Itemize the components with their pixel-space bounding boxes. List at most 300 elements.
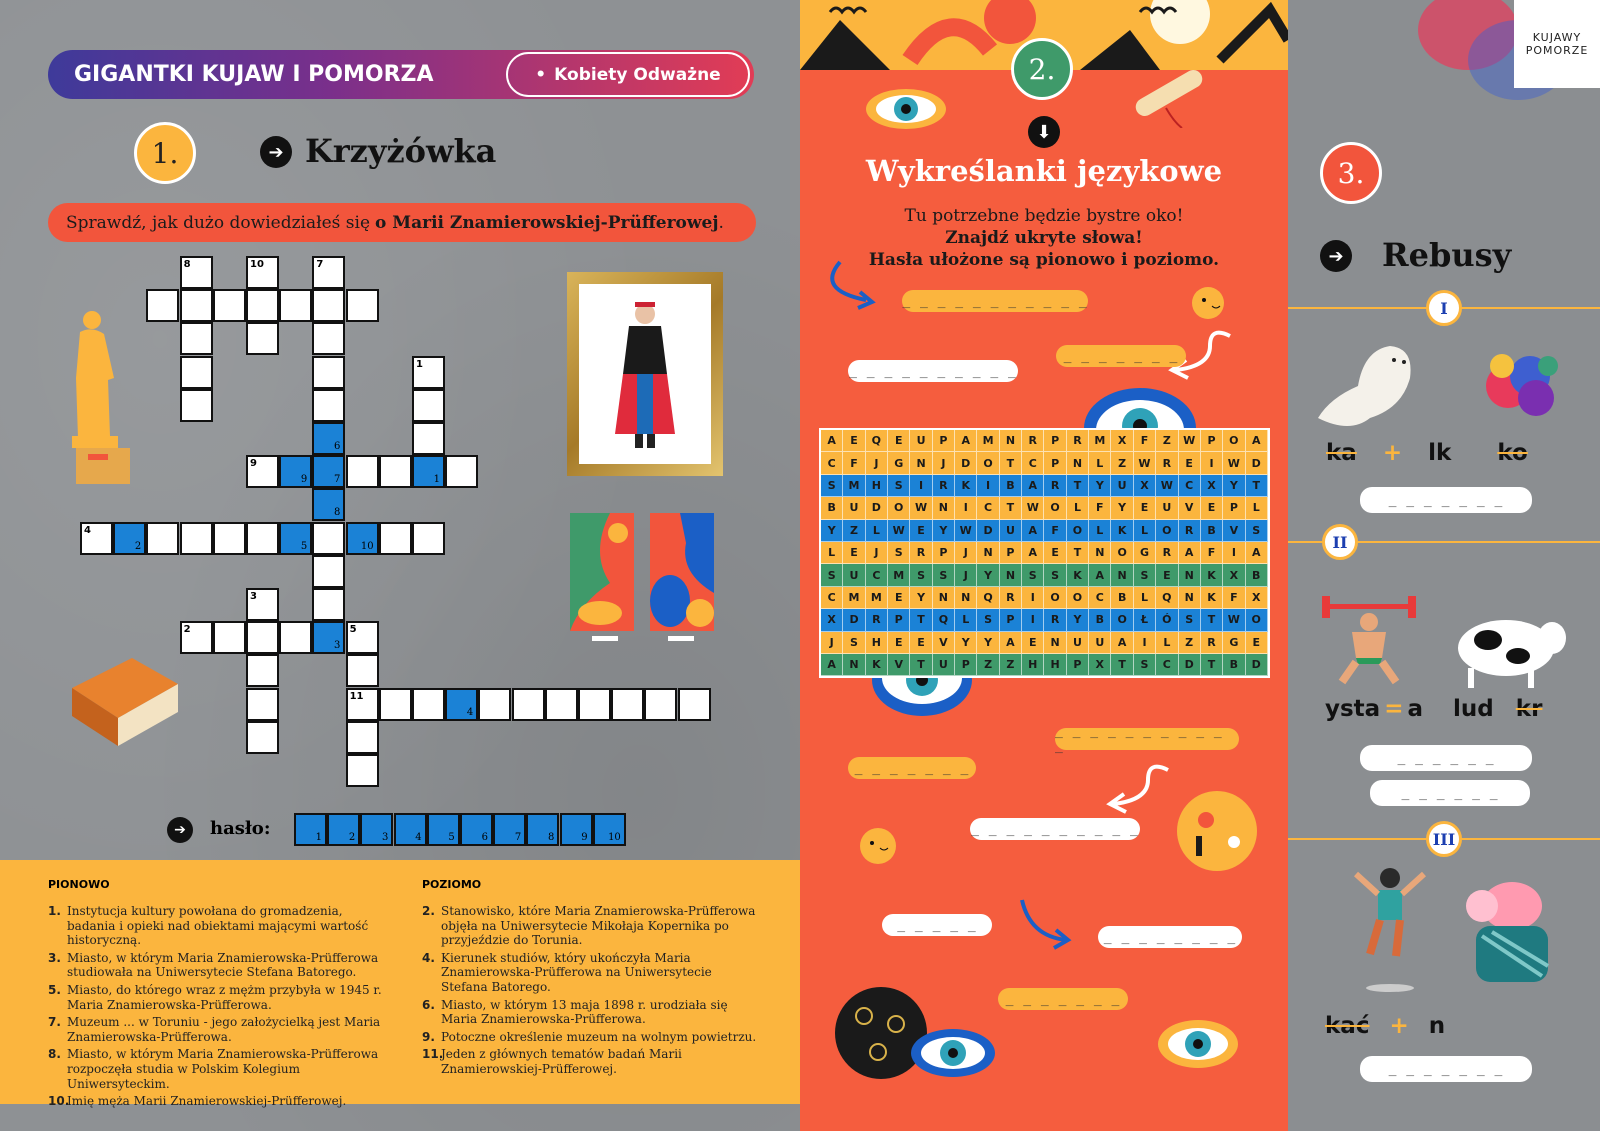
crossword-cell[interactable] [512, 688, 545, 721]
wordsearch-letter[interactable]: O [977, 452, 999, 474]
wordsearch-letter[interactable]: E [1022, 632, 1044, 654]
wordsearch-letter[interactable]: N [843, 654, 865, 676]
wordsearch-letter[interactable]: O [1246, 609, 1268, 631]
wordsearch-letter[interactable]: R [1067, 430, 1089, 452]
wordsearch-letter[interactable]: A [1111, 632, 1133, 654]
wordsearch-letter[interactable]: W [955, 520, 977, 542]
wordsearch-letter[interactable]: E [1044, 542, 1066, 564]
wordsearch-letter[interactable]: L [1134, 520, 1156, 542]
wordsearch-letter[interactable]: X [1089, 654, 1111, 676]
crossword-cell[interactable]: 3 [312, 621, 345, 654]
wordsearch-letter[interactable]: T [1201, 609, 1223, 631]
wordsearch-letter[interactable]: H [866, 475, 888, 497]
wordsearch-letter[interactable]: U [843, 564, 865, 586]
crossword-cell[interactable] [146, 522, 179, 555]
wordsearch-letter[interactable]: R [1201, 632, 1223, 654]
wordsearch-letter[interactable]: W [1223, 452, 1245, 474]
answer-blank[interactable]: _ _ _ _ _ _ _ _ _ _ [970, 818, 1140, 840]
haslo-cell[interactable]: 7 [493, 813, 526, 846]
wordsearch-letter[interactable]: Z [977, 654, 999, 676]
wordsearch-letter[interactable]: U [910, 430, 932, 452]
wordsearch-letter[interactable]: Ł [1134, 609, 1156, 631]
wordsearch-letter[interactable]: E [1134, 497, 1156, 519]
crossword-cell[interactable] [412, 688, 445, 721]
crossword-cell[interactable] [412, 522, 445, 555]
wordsearch-letter[interactable]: T [1000, 497, 1022, 519]
wordsearch-letter[interactable]: A [1022, 520, 1044, 542]
crossword-cell[interactable] [180, 322, 213, 355]
wordsearch-letter[interactable]: W [1022, 497, 1044, 519]
wordsearch-letter[interactable]: V [888, 654, 910, 676]
crossword-cell[interactable] [412, 389, 445, 422]
wordsearch-letter[interactable]: N [1067, 452, 1089, 474]
rebus-3-answer[interactable]: _ _ _ _ _ _ _ [1360, 1056, 1532, 1082]
wordsearch-letter[interactable]: Ó [1156, 609, 1178, 631]
wordsearch-letter[interactable]: X [1201, 475, 1223, 497]
crossword-cell[interactable] [346, 721, 379, 754]
wordsearch-letter[interactable]: A [1000, 632, 1022, 654]
wordsearch-letter[interactable]: P [933, 430, 955, 452]
wordsearch-letter[interactable]: A [1246, 542, 1268, 564]
wordsearch-letter[interactable]: H [866, 632, 888, 654]
wordsearch-letter[interactable]: S [1134, 654, 1156, 676]
wordsearch-letter[interactable]: N [933, 497, 955, 519]
wordsearch-letter[interactable]: C [1022, 452, 1044, 474]
wordsearch-letter[interactable]: M [843, 475, 865, 497]
crossword-cell[interactable] [213, 621, 246, 654]
wordsearch-letter[interactable]: K [1111, 520, 1133, 542]
wordsearch-letter[interactable]: S [1179, 609, 1201, 631]
wordsearch-letter[interactable]: W [910, 497, 932, 519]
crossword-cell[interactable]: 9 [279, 455, 312, 488]
crossword-cell[interactable] [346, 289, 379, 322]
wordsearch-letter[interactable]: V [933, 632, 955, 654]
wordsearch-letter[interactable]: J [866, 542, 888, 564]
wordsearch-letter[interactable]: L [821, 542, 843, 564]
wordsearch-letter[interactable]: M [888, 564, 910, 586]
crossword-cell[interactable]: 8 [180, 256, 213, 289]
wordsearch-letter[interactable]: Y [1067, 609, 1089, 631]
wordsearch-letter[interactable]: F [1089, 497, 1111, 519]
crossword-cell[interactable] [412, 422, 445, 455]
wordsearch-letter[interactable]: U [1000, 520, 1022, 542]
wordsearch-letter[interactable]: T [1246, 475, 1268, 497]
wordsearch-letter[interactable]: N [1111, 564, 1133, 586]
wordsearch-letter[interactable]: X [821, 609, 843, 631]
wordsearch-letter[interactable]: Y [1111, 497, 1133, 519]
wordsearch-letter[interactable]: D [1246, 452, 1268, 474]
crossword-cell[interactable]: 6 [312, 422, 345, 455]
answer-blank[interactable]: _ _ _ _ _ _ _ [998, 988, 1128, 1010]
wordsearch-letter[interactable]: O [1156, 520, 1178, 542]
wordsearch-letter[interactable]: Y [933, 520, 955, 542]
crossword-cell[interactable] [545, 688, 578, 721]
wordsearch-letter[interactable]: N [933, 587, 955, 609]
wordsearch-letter[interactable]: U [1067, 632, 1089, 654]
wordsearch-letter[interactable]: N [977, 542, 999, 564]
haslo-cell[interactable]: 10 [593, 813, 626, 846]
wordsearch-letter[interactable]: C [821, 587, 843, 609]
rebus-1-answer[interactable]: _ _ _ _ _ _ _ [1360, 487, 1532, 513]
wordsearch-letter[interactable]: O [1067, 520, 1089, 542]
wordsearch-letter[interactable]: K [1201, 587, 1223, 609]
wordsearch-letter[interactable]: M [1089, 430, 1111, 452]
wordsearch-letter[interactable]: I [1223, 542, 1245, 564]
wordsearch-letter[interactable]: J [955, 564, 977, 586]
wordsearch-letter[interactable]: T [910, 609, 932, 631]
wordsearch-letter[interactable]: M [866, 587, 888, 609]
wordsearch-letter[interactable]: J [821, 632, 843, 654]
crossword-cell[interactable] [578, 688, 611, 721]
wordsearch-letter[interactable]: R [910, 542, 932, 564]
wordsearch-letter[interactable]: G [888, 452, 910, 474]
wordsearch-letter[interactable]: A [821, 430, 843, 452]
wordsearch-letter[interactable]: P [1044, 430, 1066, 452]
wordsearch-letter[interactable]: E [1179, 452, 1201, 474]
wordsearch-letter[interactable]: S [888, 542, 910, 564]
crossword-cell[interactable] [312, 555, 345, 588]
wordsearch-letter[interactable]: P [1000, 542, 1022, 564]
wordsearch-letter[interactable]: F [1134, 430, 1156, 452]
wordsearch-letter[interactable]: W [1156, 475, 1178, 497]
wordsearch-letter[interactable]: R [933, 475, 955, 497]
wordsearch-letter[interactable]: I [1201, 452, 1223, 474]
wordsearch-letter[interactable]: F [1223, 587, 1245, 609]
wordsearch-letter[interactable]: R [1156, 542, 1178, 564]
wordsearch-letter[interactable]: T [1067, 475, 1089, 497]
haslo-cell[interactable]: 9 [560, 813, 593, 846]
wordsearch-letter[interactable]: U [1089, 632, 1111, 654]
wordsearch-letter[interactable]: N [910, 452, 932, 474]
wordsearch-letter[interactable]: E [888, 587, 910, 609]
wordsearch-letter[interactable]: K [1067, 564, 1089, 586]
wordsearch-letter[interactable]: Z [1111, 452, 1133, 474]
wordsearch-letter[interactable]: Z [1179, 632, 1201, 654]
wordsearch-letter[interactable]: N [1000, 564, 1022, 586]
wordsearch-letter[interactable]: R [1044, 475, 1066, 497]
wordsearch-letter[interactable]: I [1022, 587, 1044, 609]
wordsearch-letter[interactable]: R [1022, 430, 1044, 452]
haslo-cell[interactable]: 3 [360, 813, 393, 846]
answer-blank[interactable]: _ _ _ _ _ _ _ _ _ _ _ [1055, 728, 1239, 750]
wordsearch-letter[interactable]: L [1089, 452, 1111, 474]
wordsearch-letter[interactable]: O [1223, 430, 1245, 452]
wordsearch-letter[interactable]: T [1000, 452, 1022, 474]
wordsearch-letter[interactable]: Y [1223, 475, 1245, 497]
wordsearch-letter[interactable]: N [1179, 564, 1201, 586]
wordsearch-letter[interactable]: D [843, 609, 865, 631]
crossword-cell[interactable] [445, 455, 478, 488]
wordsearch-letter[interactable]: L [1089, 520, 1111, 542]
wordsearch-letter[interactable]: L [866, 520, 888, 542]
crossword-cell[interactable] [346, 654, 379, 687]
wordsearch-letter[interactable]: R [866, 609, 888, 631]
crossword-cell[interactable]: 10 [346, 522, 379, 555]
wordsearch-letter[interactable]: A [1246, 430, 1268, 452]
haslo-cell[interactable]: 8 [526, 813, 559, 846]
wordsearch-letter[interactable]: S [910, 564, 932, 586]
crossword-cell[interactable] [611, 688, 644, 721]
crossword-cell[interactable]: 2 [113, 522, 146, 555]
crossword-cell[interactable] [246, 322, 279, 355]
wordsearch-letter[interactable]: S [843, 632, 865, 654]
wordsearch-letter[interactable]: U [1156, 497, 1178, 519]
crossword-cell[interactable] [379, 455, 412, 488]
wordsearch-letter[interactable]: N [1000, 430, 1022, 452]
haslo-cell[interactable]: 4 [394, 813, 427, 846]
wordsearch-letter[interactable]: G [1134, 542, 1156, 564]
wordsearch-letter[interactable]: I [955, 497, 977, 519]
crossword-cell[interactable]: 7 [312, 455, 345, 488]
wordsearch-letter[interactable]: P [1201, 430, 1223, 452]
wordsearch-letter[interactable]: O [1111, 542, 1133, 564]
wordsearch-letter[interactable]: P [888, 609, 910, 631]
wordsearch-letter[interactable]: R [1000, 587, 1022, 609]
wordsearch-letter[interactable]: E [1156, 564, 1178, 586]
wordsearch-letter[interactable]: T [1111, 654, 1133, 676]
haslo-cell[interactable]: 2 [327, 813, 360, 846]
wordsearch-letter[interactable]: H [1022, 654, 1044, 676]
wordsearch-letter[interactable]: E [888, 430, 910, 452]
wordsearch-letter[interactable]: N [1179, 587, 1201, 609]
wordsearch-letter[interactable]: A [1022, 475, 1044, 497]
crossword-cell[interactable] [180, 356, 213, 389]
wordsearch-letter[interactable]: N [1089, 542, 1111, 564]
wordsearch-letter[interactable]: A [1022, 542, 1044, 564]
wordsearch-letter[interactable]: B [821, 497, 843, 519]
wordsearch-letter[interactable]: U [1111, 475, 1133, 497]
crossword-cell[interactable]: 4 [80, 522, 113, 555]
crossword-cell[interactable]: 5 [346, 621, 379, 654]
wordsearch-letter[interactable]: B [1000, 475, 1022, 497]
crossword-cell[interactable]: 3 [246, 588, 279, 621]
wordsearch-letter[interactable]: D [1179, 654, 1201, 676]
wordsearch-letter[interactable]: L [1067, 497, 1089, 519]
wordsearch-letter[interactable]: O [1067, 587, 1089, 609]
wordsearch-letter[interactable]: X [1134, 475, 1156, 497]
crossword-cell[interactable] [312, 522, 345, 555]
wordsearch-letter[interactable]: R [1044, 609, 1066, 631]
wordsearch-letter[interactable]: J [955, 542, 977, 564]
answer-blank[interactable]: _ _ _ _ _ _ _ _ [1098, 926, 1242, 948]
answer-blank[interactable]: _ _ _ _ _ _ _ _ _ _ [848, 360, 1018, 382]
crossword-cell[interactable] [312, 322, 345, 355]
haslo-cell[interactable]: 5 [427, 813, 460, 846]
wordsearch-letter[interactable]: N [1044, 632, 1066, 654]
wordsearch-letter[interactable]: S [821, 564, 843, 586]
crossword-cell[interactable]: 2 [180, 621, 213, 654]
wordsearch-letter[interactable]: E [843, 430, 865, 452]
wordsearch-letter[interactable]: M [843, 587, 865, 609]
crossword-cell[interactable]: 1 [412, 455, 445, 488]
crossword-cell[interactable]: 4 [445, 688, 478, 721]
wordsearch-letter[interactable]: C [977, 497, 999, 519]
wordsearch-letter[interactable]: W [888, 520, 910, 542]
crossword-cell[interactable] [146, 289, 179, 322]
wordsearch-letter[interactable]: U [843, 497, 865, 519]
wordsearch-letter[interactable]: K [955, 475, 977, 497]
wordsearch-letter[interactable]: T [1201, 654, 1223, 676]
wordsearch-letter[interactable]: B [1223, 654, 1245, 676]
answer-blank[interactable]: _ _ _ _ _ [882, 914, 992, 936]
wordsearch-letter[interactable]: J [866, 452, 888, 474]
wordsearch-letter[interactable]: E [910, 520, 932, 542]
wordsearch-letter[interactable]: L [955, 609, 977, 631]
crossword-cell[interactable] [246, 654, 279, 687]
crossword-cell[interactable] [644, 688, 677, 721]
wordsearch-letter[interactable]: A [821, 654, 843, 676]
wordsearch-letter[interactable]: F [1201, 542, 1223, 564]
wordsearch-letter[interactable]: L [1246, 497, 1268, 519]
wordsearch-letter[interactable]: S [1134, 564, 1156, 586]
wordsearch-letter[interactable]: O [1111, 609, 1133, 631]
wordsearch-letter[interactable]: N [955, 587, 977, 609]
haslo-cell[interactable]: 6 [460, 813, 493, 846]
answer-blank[interactable]: _ _ _ _ _ _ _ [1056, 345, 1186, 367]
wordsearch-letter[interactable]: B [1201, 520, 1223, 542]
wordsearch-letter[interactable]: K [866, 654, 888, 676]
wordsearch-letter[interactable]: Z [843, 520, 865, 542]
wordsearch-letter[interactable]: D [1246, 654, 1268, 676]
wordsearch-letter[interactable]: C [866, 564, 888, 586]
wordsearch-letter[interactable]: E [1201, 497, 1223, 519]
crossword-cell[interactable] [279, 621, 312, 654]
answer-blank[interactable]: _ _ _ _ _ _ _ [848, 757, 976, 779]
wordsearch-letter[interactable]: A [1179, 542, 1201, 564]
crossword-cell[interactable] [180, 289, 213, 322]
crossword-cell[interactable] [180, 522, 213, 555]
wordsearch-letter[interactable]: V [1223, 520, 1245, 542]
crossword-cell[interactable]: 11 [346, 688, 379, 721]
wordsearch-letter[interactable]: D [977, 520, 999, 542]
wordsearch-letter[interactable]: Y [910, 587, 932, 609]
crossword-cell[interactable] [246, 721, 279, 754]
crossword-cell[interactable] [312, 356, 345, 389]
wordsearch-letter[interactable]: I [910, 475, 932, 497]
wordsearch-letter[interactable]: O [888, 497, 910, 519]
crossword-cell[interactable] [246, 688, 279, 721]
crossword-cell[interactable]: 8 [312, 488, 345, 521]
wordsearch-letter[interactable]: P [1044, 452, 1066, 474]
wordsearch-letter[interactable]: X [1246, 587, 1268, 609]
wordsearch-letter[interactable]: P [1000, 609, 1022, 631]
rebus-2-answer-1[interactable]: _ _ _ _ _ _ [1360, 745, 1532, 771]
crossword-cell[interactable] [312, 588, 345, 621]
crossword-cell[interactable] [346, 754, 379, 787]
wordsearch-letter[interactable]: U [933, 654, 955, 676]
wordsearch-letter[interactable]: C [1179, 475, 1201, 497]
crossword-cell[interactable]: 1 [412, 356, 445, 389]
wordsearch-letter[interactable]: I [1022, 609, 1044, 631]
haslo-cell[interactable]: 1 [294, 813, 327, 846]
crossword-cell[interactable] [346, 455, 379, 488]
wordsearch-letter[interactable]: P [1223, 497, 1245, 519]
wordsearch-letter[interactable]: I [977, 475, 999, 497]
wordsearch-letter[interactable]: Z [1000, 654, 1022, 676]
wordsearch-letter[interactable]: W [1134, 452, 1156, 474]
crossword-cell[interactable] [213, 289, 246, 322]
wordsearch-letter[interactable]: E [910, 632, 932, 654]
wordsearch-letter[interactable]: Z [1156, 430, 1178, 452]
wordsearch-letter[interactable]: S [1246, 520, 1268, 542]
wordsearch-letter[interactable]: S [933, 564, 955, 586]
rebus-2-answer-2[interactable]: _ _ _ _ _ _ [1370, 780, 1530, 806]
wordsearch-letter[interactable]: L [1134, 587, 1156, 609]
wordsearch-letter[interactable]: C [1156, 654, 1178, 676]
wordsearch-letter[interactable]: B [1111, 587, 1133, 609]
wordsearch-letter[interactable]: A [1089, 564, 1111, 586]
crossword-cell[interactable] [246, 621, 279, 654]
wordsearch-letter[interactable]: E [1246, 632, 1268, 654]
wordsearch-letter[interactable]: P [955, 654, 977, 676]
wordsearch-letter[interactable]: Q [977, 587, 999, 609]
wordsearch-letter[interactable]: F [1044, 520, 1066, 542]
answer-blank[interactable]: _ _ _ _ _ _ _ _ _ _ _ [902, 290, 1088, 312]
crossword-cell[interactable]: 5 [279, 522, 312, 555]
crossword-cell[interactable] [312, 389, 345, 422]
wordsearch-letter[interactable]: R [1156, 452, 1178, 474]
wordsearch-letter[interactable]: M [977, 430, 999, 452]
crossword-cell[interactable] [213, 522, 246, 555]
wordsearch-letter[interactable]: E [843, 542, 865, 564]
wordsearch-letter[interactable]: Q [866, 430, 888, 452]
wordsearch-letter[interactable]: Y [977, 632, 999, 654]
wordsearch-letter[interactable]: Y [821, 520, 843, 542]
wordsearch-letter[interactable]: S [977, 609, 999, 631]
wordsearch-letter[interactable]: A [955, 430, 977, 452]
wordsearch-letter[interactable]: S [821, 475, 843, 497]
wordsearch-letter[interactable]: S [888, 475, 910, 497]
wordsearch-letter[interactable]: V [1179, 497, 1201, 519]
crossword-cell[interactable] [379, 522, 412, 555]
wordsearch-letter[interactable]: C [821, 452, 843, 474]
wordsearch-letter[interactable]: S [1022, 564, 1044, 586]
crossword-cell[interactable] [312, 289, 345, 322]
wordsearch-letter[interactable]: I [1134, 632, 1156, 654]
crossword-cell[interactable] [180, 389, 213, 422]
crossword-cell[interactable] [678, 688, 711, 721]
crossword-cell[interactable]: 10 [246, 256, 279, 289]
wordsearch-letter[interactable]: O [1044, 587, 1066, 609]
wordsearch-letter[interactable]: P [933, 542, 955, 564]
crossword-cell[interactable] [478, 688, 511, 721]
wordsearch-letter[interactable]: F [843, 452, 865, 474]
wordsearch-letter[interactable]: L [1156, 632, 1178, 654]
wordsearch-letter[interactable]: H [1044, 654, 1066, 676]
wordsearch-letter[interactable]: Q [933, 609, 955, 631]
wordsearch-letter[interactable]: J [933, 452, 955, 474]
wordsearch-letter[interactable]: Y [955, 632, 977, 654]
wordsearch-letter[interactable]: G [1223, 632, 1245, 654]
wordsearch-letter[interactable]: W [1179, 430, 1201, 452]
wordsearch-letter[interactable]: B [1089, 609, 1111, 631]
wordsearch-letter[interactable]: R [1179, 520, 1201, 542]
crossword-cell[interactable]: 7 [312, 256, 345, 289]
wordsearch-letter[interactable]: D [866, 497, 888, 519]
wordsearch-letter[interactable]: Q [1156, 587, 1178, 609]
wordsearch-letter[interactable]: X [1111, 430, 1133, 452]
wordsearch-letter[interactable]: S [1044, 564, 1066, 586]
crossword-cell[interactable] [379, 688, 412, 721]
wordsearch-letter[interactable]: T [910, 654, 932, 676]
wordsearch-letter[interactable]: T [1067, 542, 1089, 564]
wordsearch-letter[interactable]: C [1089, 587, 1111, 609]
wordsearch-letter[interactable]: O [1044, 497, 1066, 519]
wordsearch-letter[interactable]: E [888, 632, 910, 654]
crossword-cell[interactable]: 9 [246, 455, 279, 488]
wordsearch-letter[interactable]: X [1223, 564, 1245, 586]
wordsearch-letter[interactable]: Y [977, 564, 999, 586]
